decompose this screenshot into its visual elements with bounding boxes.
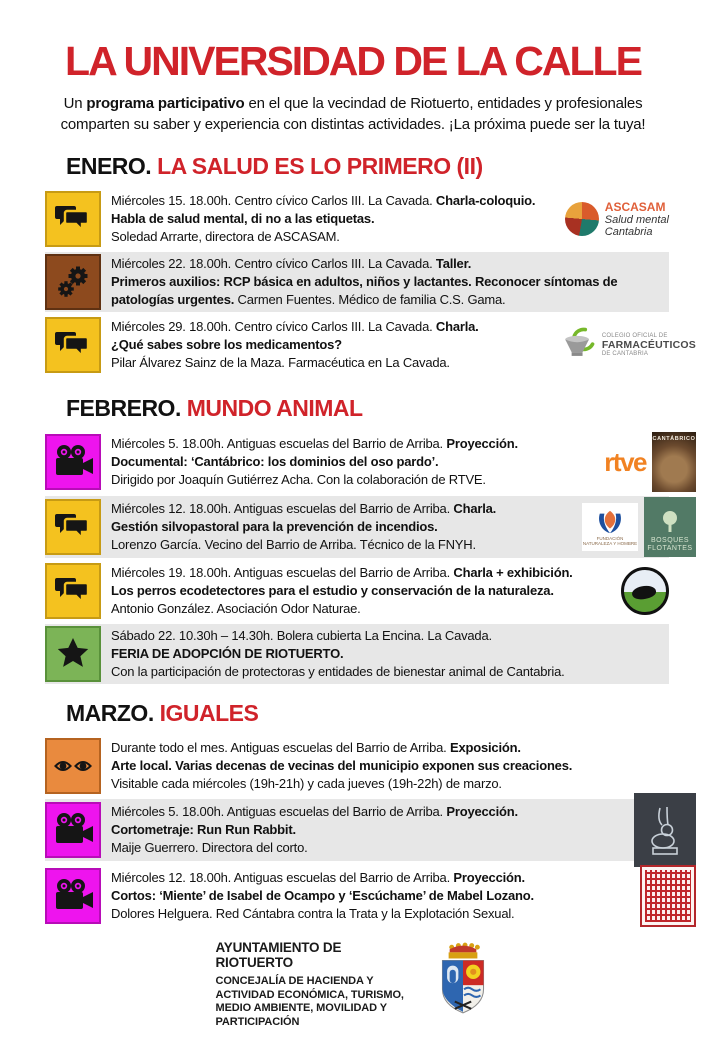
event-when: Miércoles 15. 18.00h. Centro cívico Carlos III. La Cavada. bbox=[111, 193, 436, 209]
event-when: Miércoles 19. 18.00h. Antiguas escuelas del Barrio de Arriba. bbox=[111, 565, 454, 581]
event-logos bbox=[600, 432, 696, 492]
event-when: Miércoles 29. 18.00h. Centro cívico Carlos III. La Cavada. bbox=[111, 319, 436, 335]
movie-camera-icon bbox=[45, 868, 101, 924]
star-icon bbox=[45, 626, 101, 682]
event-type: Charla + exhibición. bbox=[453, 565, 573, 581]
event-title: Gestión silvopastoral para la prevención de incendios. bbox=[111, 519, 438, 535]
movie-camera-icon bbox=[45, 802, 101, 858]
event-text bbox=[101, 435, 600, 489]
event-title: Habla de salud mental, di no a las etiquetas. bbox=[111, 211, 375, 227]
movie-camera-icon-glyph bbox=[51, 442, 95, 482]
poster-page bbox=[0, 40, 706, 1060]
event-when: Durante todo el mes. Antiguas escuelas del Barrio de Arriba. bbox=[111, 740, 450, 756]
footer-dept-line: PARTICIPACIÓN bbox=[215, 1015, 300, 1028]
event-type: Charla. bbox=[453, 501, 497, 517]
bosques-flotantes-logo: BOSQUES FLOTANTES bbox=[644, 497, 696, 557]
section-month: ENERO. bbox=[66, 153, 152, 180]
event-row-enero-2 bbox=[45, 252, 669, 312]
odor-naturae-logo bbox=[621, 567, 669, 615]
event-title: FERIA DE ADOPCIÓN DE RIOTUERTO. bbox=[111, 646, 344, 662]
event-title: Los perros ecodetectores para el estudio y conservación de la naturaleza. bbox=[111, 583, 554, 599]
event-title: Cortometraje: Run Run Rabbit. bbox=[111, 822, 296, 838]
eyes-icon-glyph bbox=[53, 754, 93, 778]
event-speaker: Maije Guerrero. Directora del corto. bbox=[111, 840, 308, 856]
event-logos bbox=[630, 800, 696, 860]
chat-icon bbox=[45, 499, 101, 555]
event-after: Carmen Fuentes. Médico de familia C.S. Gama. bbox=[234, 292, 506, 308]
section-header-febrero bbox=[66, 395, 706, 422]
footer-text bbox=[216, 940, 421, 1029]
footer-dept-line: ACTIVIDAD ECONÓMICA, TURISMO, bbox=[215, 988, 404, 1001]
event-logos bbox=[617, 567, 669, 615]
event-logos bbox=[636, 865, 696, 927]
event-type: Charla. bbox=[435, 319, 479, 335]
section-month: FEBRERO. bbox=[66, 395, 181, 422]
event-type: Proyección. bbox=[453, 870, 525, 886]
rabbit-outline-icon bbox=[645, 802, 685, 858]
event-row-febrero-2 bbox=[45, 496, 693, 558]
event-logos bbox=[578, 497, 696, 557]
chat-icon bbox=[45, 563, 101, 619]
footer-org: AYUNTAMIENTO DE RIOTUERTO bbox=[215, 940, 342, 971]
poster-title: LA UNIVERSIDAD DE LA CALLE bbox=[65, 38, 641, 84]
event-text bbox=[101, 500, 578, 554]
event-logos bbox=[561, 200, 669, 238]
event-title: Documental: ‘Cantábrico: los dominios del oso pardo’. bbox=[111, 454, 439, 470]
event-when: Miércoles 12. 18.00h. Antiguas escuelas del Barrio de Arriba. bbox=[111, 501, 454, 517]
movie-camera-icon bbox=[45, 434, 101, 490]
event-row-marzo-1 bbox=[45, 736, 669, 796]
footer bbox=[0, 940, 706, 1029]
event-speaker: Visitable cada miércoles (19h-21h) y cada jueves (19h-22h) de marzo. bbox=[111, 776, 502, 792]
cantabrico-poster-image: CANTÁBRICO bbox=[652, 432, 696, 492]
event-logos bbox=[554, 325, 696, 365]
footer-dept-line: CONCEJALÍA DE HACIENDA Y bbox=[215, 975, 374, 988]
event-speaker: Pilar Álvarez Sainz de la Maza. Farmacéutica en La Cavada. bbox=[111, 355, 450, 371]
event-text bbox=[101, 803, 630, 857]
event-row-febrero-1 bbox=[45, 431, 696, 493]
chat-icon-glyph bbox=[53, 327, 93, 363]
fnyh-logo-icon bbox=[596, 509, 624, 535]
riotuerto-coat-of-arms bbox=[435, 940, 491, 1018]
bosques-tree-icon bbox=[660, 510, 680, 534]
section-topic: LA SALUD ES LO PRIMERO (II) bbox=[157, 153, 483, 180]
event-when: Miércoles 22. 18.00h. Centro cívico Carlos III. La Cavada. bbox=[111, 256, 436, 272]
event-type: Proyección. bbox=[446, 436, 518, 452]
event-text bbox=[101, 739, 669, 793]
intro-pre: Un bbox=[63, 95, 87, 113]
eyes-icon bbox=[45, 738, 101, 794]
event-speaker: Soledad Arrarte, directora de ASCASAM. bbox=[111, 229, 340, 245]
cortos-artwork-image bbox=[640, 865, 696, 927]
chat-icon bbox=[45, 191, 101, 247]
event-title: Primeros auxilios: RCP básica en adultos, niños y lactantes. Reconocer síntomas de patologías urgentes. bbox=[111, 274, 618, 308]
intro-bold: programa participativo bbox=[86, 95, 245, 113]
event-type: Charla-coloquio. bbox=[435, 193, 536, 209]
event-row-enero-1 bbox=[45, 189, 669, 249]
event-text bbox=[101, 627, 669, 681]
event-text bbox=[101, 869, 636, 923]
event-type: Proyección. bbox=[446, 804, 518, 820]
event-speaker: Lorenzo García. Vecino del Barrio de Arriba. Técnico de la FNYH. bbox=[111, 537, 476, 553]
section-header-marzo bbox=[66, 700, 706, 727]
event-row-marzo-2 bbox=[45, 799, 669, 861]
farmaceuticos-logo-text: COLEGIO OFICIAL DE FARMACÉUTICOS DE CANTABRIA bbox=[601, 333, 696, 358]
ascasam-logo bbox=[565, 200, 669, 238]
event-speaker: Dirigido por Joaquín Gutiérrez Acha. Con la colaboración de RTVE. bbox=[111, 472, 486, 488]
section-header-enero bbox=[66, 153, 706, 180]
section-topic: MUNDO ANIMAL bbox=[186, 395, 363, 422]
event-text bbox=[101, 564, 617, 618]
run-run-rabbit-image bbox=[634, 793, 696, 867]
event-when: Miércoles 12. 18.00h. Antiguas escuelas del Barrio de Arriba. bbox=[111, 870, 454, 886]
movie-camera-icon-glyph bbox=[51, 876, 95, 916]
event-text bbox=[101, 255, 669, 309]
event-when: Miércoles 5. 18.00h. Antiguas escuelas del Barrio de Arriba. bbox=[111, 436, 447, 452]
star-icon-glyph bbox=[53, 634, 93, 674]
section-topic: IGUALES bbox=[159, 700, 259, 727]
rtve-logo: rtve bbox=[604, 446, 646, 477]
event-title: ¿Qué sabes sobre los medicamentos? bbox=[111, 337, 342, 353]
event-title: Arte local. Varias decenas de vecinas del municipio exponen sus creaciones. bbox=[111, 758, 573, 774]
ascasam-logo-icon bbox=[565, 202, 599, 236]
poster-intro bbox=[29, 93, 677, 135]
event-when: Sábado 22. 10.30h – 14.30h. Bolera cubierta La Encina. La Cavada. bbox=[111, 628, 492, 644]
farmaceuticos-logo bbox=[558, 325, 696, 365]
ascasam-logo-text: ASCASAM Salud mental Cantabria bbox=[604, 200, 669, 239]
intro-rest: en el que la vecindad de Riotuerto, entidades y profesionales comparten su saber y experiencia con distintas actividades. ¡La próxima puede ser la tuya! bbox=[60, 95, 646, 134]
movie-camera-icon-glyph bbox=[51, 810, 95, 850]
event-text bbox=[101, 318, 554, 372]
event-title: Cortos: ‘Miente’ de Isabel de Ocampo y ‘Escúchame’ de Mabel Lozano. bbox=[111, 888, 534, 904]
chat-icon bbox=[45, 317, 101, 373]
event-row-marzo-3 bbox=[45, 864, 669, 928]
fnyh-logo-caption: FUNDACIÓN NATURALEZA Y HOMBRE bbox=[582, 535, 638, 546]
dog-silhouette bbox=[631, 584, 657, 602]
farmaceuticos-logo-icon bbox=[558, 325, 598, 365]
event-row-enero-3 bbox=[45, 315, 696, 375]
event-speaker: Con la participación de protectoras y entidades de bienestar animal de Cantabria. bbox=[111, 664, 565, 680]
chat-icon-glyph bbox=[53, 509, 93, 545]
event-when: Miércoles 5. 18.00h. Antiguas escuelas del Barrio de Arriba. bbox=[111, 804, 447, 820]
event-row-febrero-3 bbox=[45, 561, 669, 621]
gears-icon-glyph bbox=[53, 262, 93, 302]
fnyh-logo bbox=[582, 503, 638, 551]
section-month: MARZO. bbox=[66, 700, 154, 727]
gears-icon bbox=[45, 254, 101, 310]
event-speaker: Antonio González. Asociación Odor Naturae. bbox=[111, 601, 361, 617]
chat-icon-glyph bbox=[53, 573, 93, 609]
event-speaker: Dolores Helguera. Red Cántabra contra la Trata y la Explotación Sexual. bbox=[111, 906, 515, 922]
footer-dept-line: MEDIO AMBIENTE, MOVILIDAD Y bbox=[215, 1002, 387, 1015]
event-type: Taller. bbox=[435, 256, 472, 272]
chat-icon-glyph bbox=[53, 201, 93, 237]
event-type: Exposición. bbox=[450, 740, 521, 756]
event-row-febrero-4 bbox=[45, 624, 669, 684]
event-text bbox=[101, 192, 561, 246]
